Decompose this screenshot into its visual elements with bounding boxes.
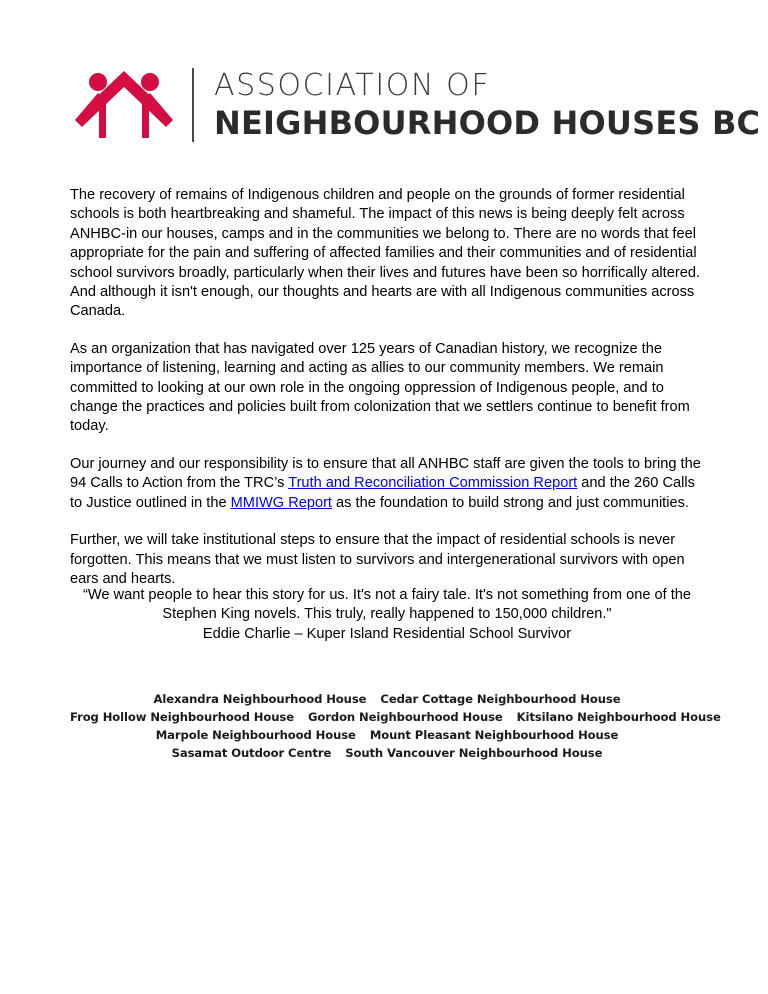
letter-body [70,186,704,589]
member-house-list [70,690,721,762]
house-list-item: Sasamat Outdoor Centre [171,746,332,760]
anhbc-house-people-logo-icon [70,66,178,144]
house-list-item: Frog Hollow Neighbourhood House [70,710,294,724]
paragraph-4: Further, we will take institutional steps to ensure that the impact of residential schools is never forgotten. This means that we must listen to survivors and intergenerational survivors with open ears and hearts. [70,532,685,587]
paragraph-2: As an organization that has navigated over 125 years of Canadian history, we recognize the importance of listening, learning and acting as allies to our community members. We remain committed to looking at our own role in the ongoing oppression of Indigenous people, and to change the practices and policies built from colonization that we settlers continue to benefit from today. [70,340,690,435]
paragraph-3-segment-1: Our journey and our responsibility is to ensure that all ANHBC staff are given the tools to bring the 94 Calls to Action from the TRC’s [70,455,701,492]
house-list-item: Alexandra Neighbourhood House [153,692,367,706]
house-list-row [70,708,721,726]
house-list-item: South Vancouver Neighbourhood House [345,746,603,760]
masthead [70,55,761,155]
paragraph-1: The recovery of remains of Indigenous children and people on the grounds of former residential schools is both heartbreaking and shameful. The impact of this news is being deeply felt across ANHBC-in our houses, camps and in the communities we belong to. There are no words that feel appropriate for the pain and suffering of affected families and their communities and of residential school survivors broadly, particularly when their lives and futures have been so horrifically altered. And although it isn't enough, our thoughts and hearts are with all Indigenous communities across Canada. [70,187,700,320]
paragraph-3 [70,455,704,513]
quote-text: “We want people to hear this story for us. It's not a fairy tale. It's not something from one of the Stephen King novels. This truly, really happened to 150,000 children." [83,587,691,623]
house-list-item: Cedar Cottage Neighbourhood House [380,692,621,706]
logo-divider [192,68,194,142]
paragraph-3-segment-3: as the foundation to build strong and just communities. [332,494,689,511]
house-list-item: Kitsilano Neighbourhood House [516,710,721,724]
house-list-item: Gordon Neighbourhood House [307,710,503,724]
trc-report-link[interactable]: Truth and Reconciliation Commission Report [288,475,578,492]
quote-attribution: Eddie Charlie – Kuper Island Residential School Survivor [202,625,572,642]
paragraph-3-segment-2: and the 260 Calls to Justice outlined in the [70,475,695,511]
logo-line-association-of: ASSOCIATION OF [214,68,491,103]
pull-quote [70,586,704,644]
house-list-item: Marpole Neighbourhood House [155,728,356,742]
logo-line-neighbourhood-houses-bc: NEIGHBOURHOOD HOUSES BC [214,104,761,142]
mmiwg-report-link[interactable]: MMIWG Report [230,494,332,511]
house-list-item: Mount Pleasant Neighbourhood House [369,728,619,742]
house-list-row [70,744,704,762]
logo-wordmark [214,68,761,142]
house-list-row [70,726,704,744]
house-list-row [70,690,704,708]
